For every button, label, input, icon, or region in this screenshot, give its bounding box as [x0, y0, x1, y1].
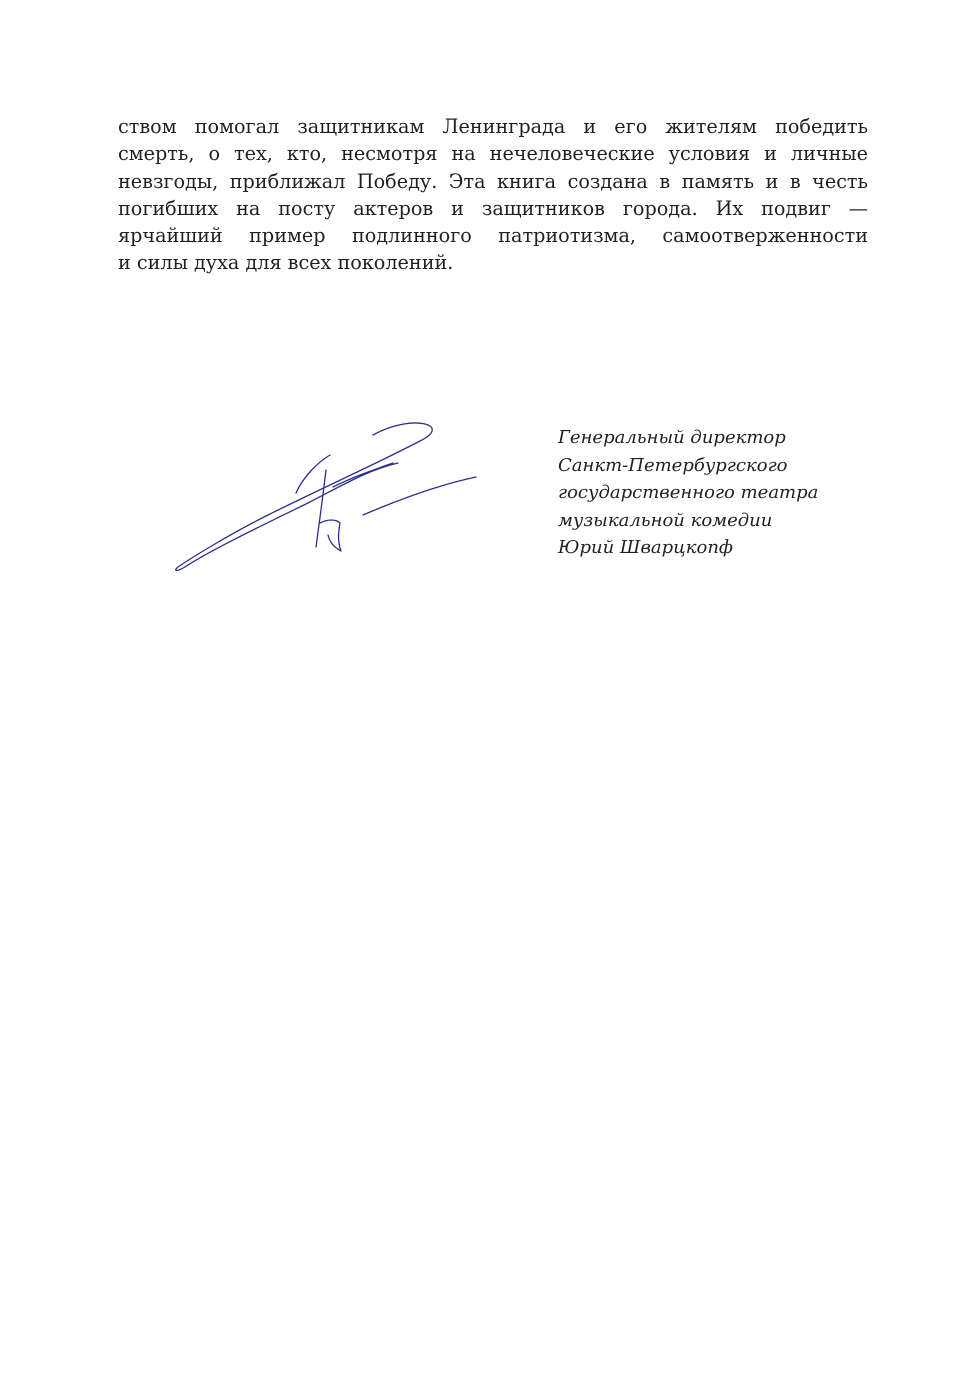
- paragraph-line: и силы духа для всех поколений.: [118, 251, 454, 275]
- paragraph-line: погибших на посту актеров и защитников города. Их подвиг —: [118, 196, 868, 220]
- signatory-position-line: государственного театра: [558, 482, 819, 503]
- signature-tail-stroke: [363, 477, 476, 515]
- signatory-block: [558, 424, 888, 562]
- signatory-position-line: Санкт-Петербургского: [558, 454, 788, 476]
- signatory-name: Юрий Шварцкопф: [558, 537, 734, 558]
- signature-icon: [168, 415, 488, 585]
- signature-letter-stroke: [320, 520, 341, 551]
- paragraph-line: ярчайший пример подлинного патриотизма, самоотверженности: [118, 224, 868, 248]
- handwritten-signature: [168, 415, 488, 585]
- paragraph-line: смерть, о тех, кто, несмотря на нечеловеческие условия и личные: [118, 142, 868, 166]
- paragraph-line: невзгоды, приближал Победу. Эта книга создана в память и в честь: [118, 169, 868, 193]
- paragraph-line: ством помогал защитникам Ленинграда и его жителям победить: [118, 115, 868, 138]
- signatory-position-line: Генеральный директор: [558, 427, 786, 448]
- signature-stem-stroke: [316, 470, 326, 547]
- signature-loop-stroke: [176, 423, 433, 571]
- signatory-position-line: музыкальной комедии: [558, 509, 773, 531]
- body-paragraph: [118, 113, 868, 277]
